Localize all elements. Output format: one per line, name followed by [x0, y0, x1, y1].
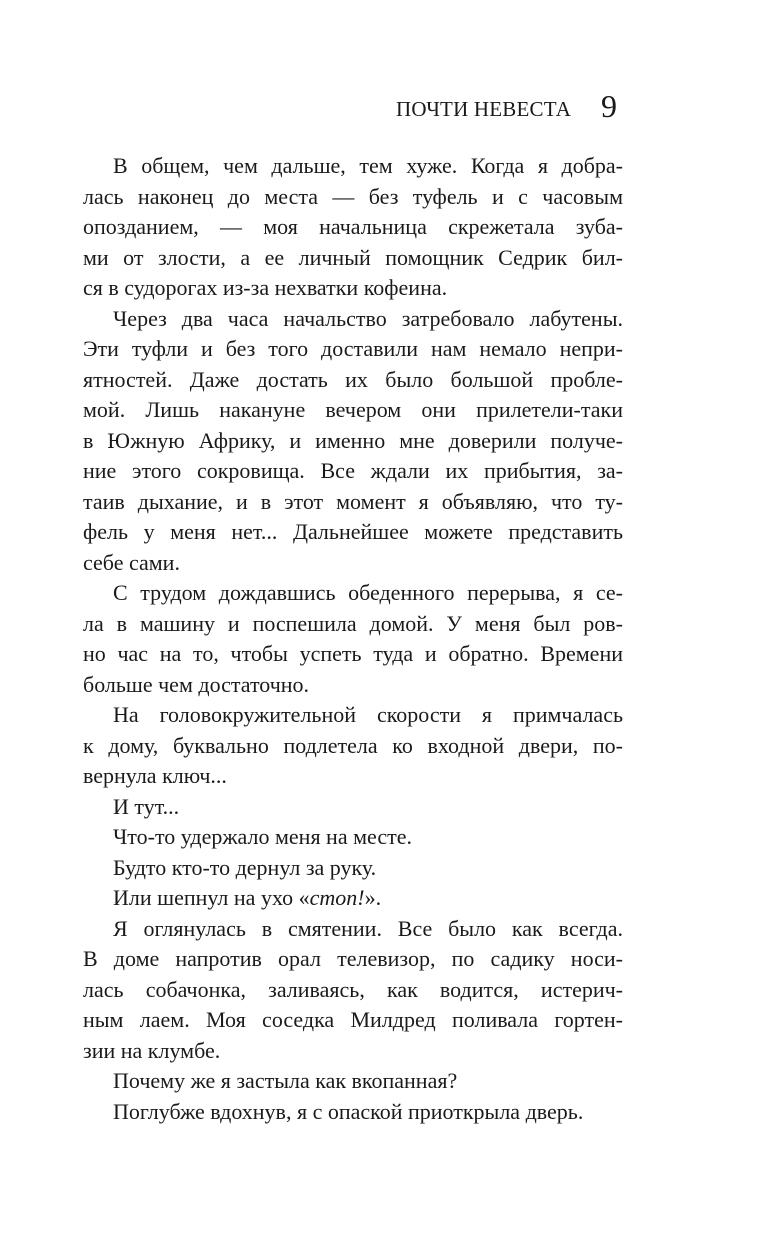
text-segment: Или шепнул на ухо « — [113, 885, 310, 910]
text-line: ятностей. Даже достать их было большой пробле- — [83, 366, 623, 392]
paragraph — [83, 1066, 623, 1097]
text-line: но час на то, чтобы успеть туда и обратно. Времени — [83, 641, 623, 666]
paragraph — [83, 914, 623, 1067]
text-line: Почему же я застыла как вкопанная? — [113, 1068, 458, 1093]
text-line: в Южную Африку, и именно мне доверили получе- — [83, 427, 623, 453]
text-line: ми от злости, а ее личный помощник Седрик бил- — [83, 244, 623, 270]
text-line: Поглубже вдохнув, я с опаской приоткрыла дверь. — [113, 1098, 584, 1124]
text-line: ся в судорогах из-за нехватки кофеина. — [83, 275, 448, 300]
paragraph — [83, 1097, 623, 1128]
text-line: зии на клумбе. — [83, 1037, 221, 1063]
text-line: фель у меня нет... Дальнейшее можете представить — [83, 519, 623, 544]
paragraph — [83, 151, 623, 304]
text-line: таив дыхание, и в этот момент я объявляю, что ту- — [83, 488, 623, 514]
page-number: 9 — [601, 88, 617, 124]
emphasized-word: стоп! — [309, 885, 365, 910]
text-line: к дому, буквально подлетела ко входной двери, по- — [83, 732, 623, 758]
body-text — [83, 151, 623, 1127]
text-line: В доме напротив орал телевизор, по садику носи- — [83, 946, 623, 971]
paragraph — [83, 578, 623, 700]
text-line: больше чем достаточно. — [83, 671, 310, 697]
text-line: мой. Лишь накануне вечером они прилетели-таки — [83, 397, 623, 422]
text-line: Через два часа начальство затребовало лабутены. — [113, 305, 623, 331]
running-title: ПОЧТИ НЕВЕСТА — [396, 97, 572, 121]
text-line: ла в машину и поспешила домой. У меня был ров- — [83, 610, 623, 636]
text-line: себе сами. — [83, 549, 180, 575]
text-line: ние этого сокровища. Все ждали их прибытия, за- — [83, 458, 623, 483]
text-line: И тут... — [113, 793, 180, 819]
text-line: ным лаем. Моя соседка Милдред поливала гортен- — [83, 1007, 623, 1032]
paragraph — [83, 883, 623, 914]
text-line: лась наконец до места — без туфель и с часовым — [83, 183, 623, 209]
text-line — [83, 883, 623, 914]
text-line: вернула ключ... — [83, 763, 227, 788]
text-line: На головокружительной скорости я примчалась — [113, 702, 623, 727]
text-line: В общем, чем дальше, тем хуже. Когда я добра- — [113, 153, 623, 178]
text-line: Будто кто-то дернул за руку. — [113, 854, 377, 880]
paragraph — [83, 700, 623, 792]
paragraph — [83, 853, 623, 884]
text-line: Я оглянулась в смятении. Все было как всегда. — [113, 915, 623, 941]
paragraph — [83, 792, 623, 823]
text-line: опозданием, — моя начальница скрежетала зуба- — [83, 214, 623, 239]
text-line: Эти туфли и без того доставили нам немало непри- — [83, 336, 623, 361]
paragraph — [83, 304, 623, 579]
text-segment: ». — [364, 885, 382, 910]
text-line: Что-то удержало меня на месте. — [113, 824, 412, 849]
paragraph — [83, 822, 623, 853]
text-line: лась собачонка, заливаясь, как водится, истерич- — [83, 976, 623, 1002]
text-line: С трудом дождавшись обеденного перерыва, я се- — [113, 580, 623, 605]
